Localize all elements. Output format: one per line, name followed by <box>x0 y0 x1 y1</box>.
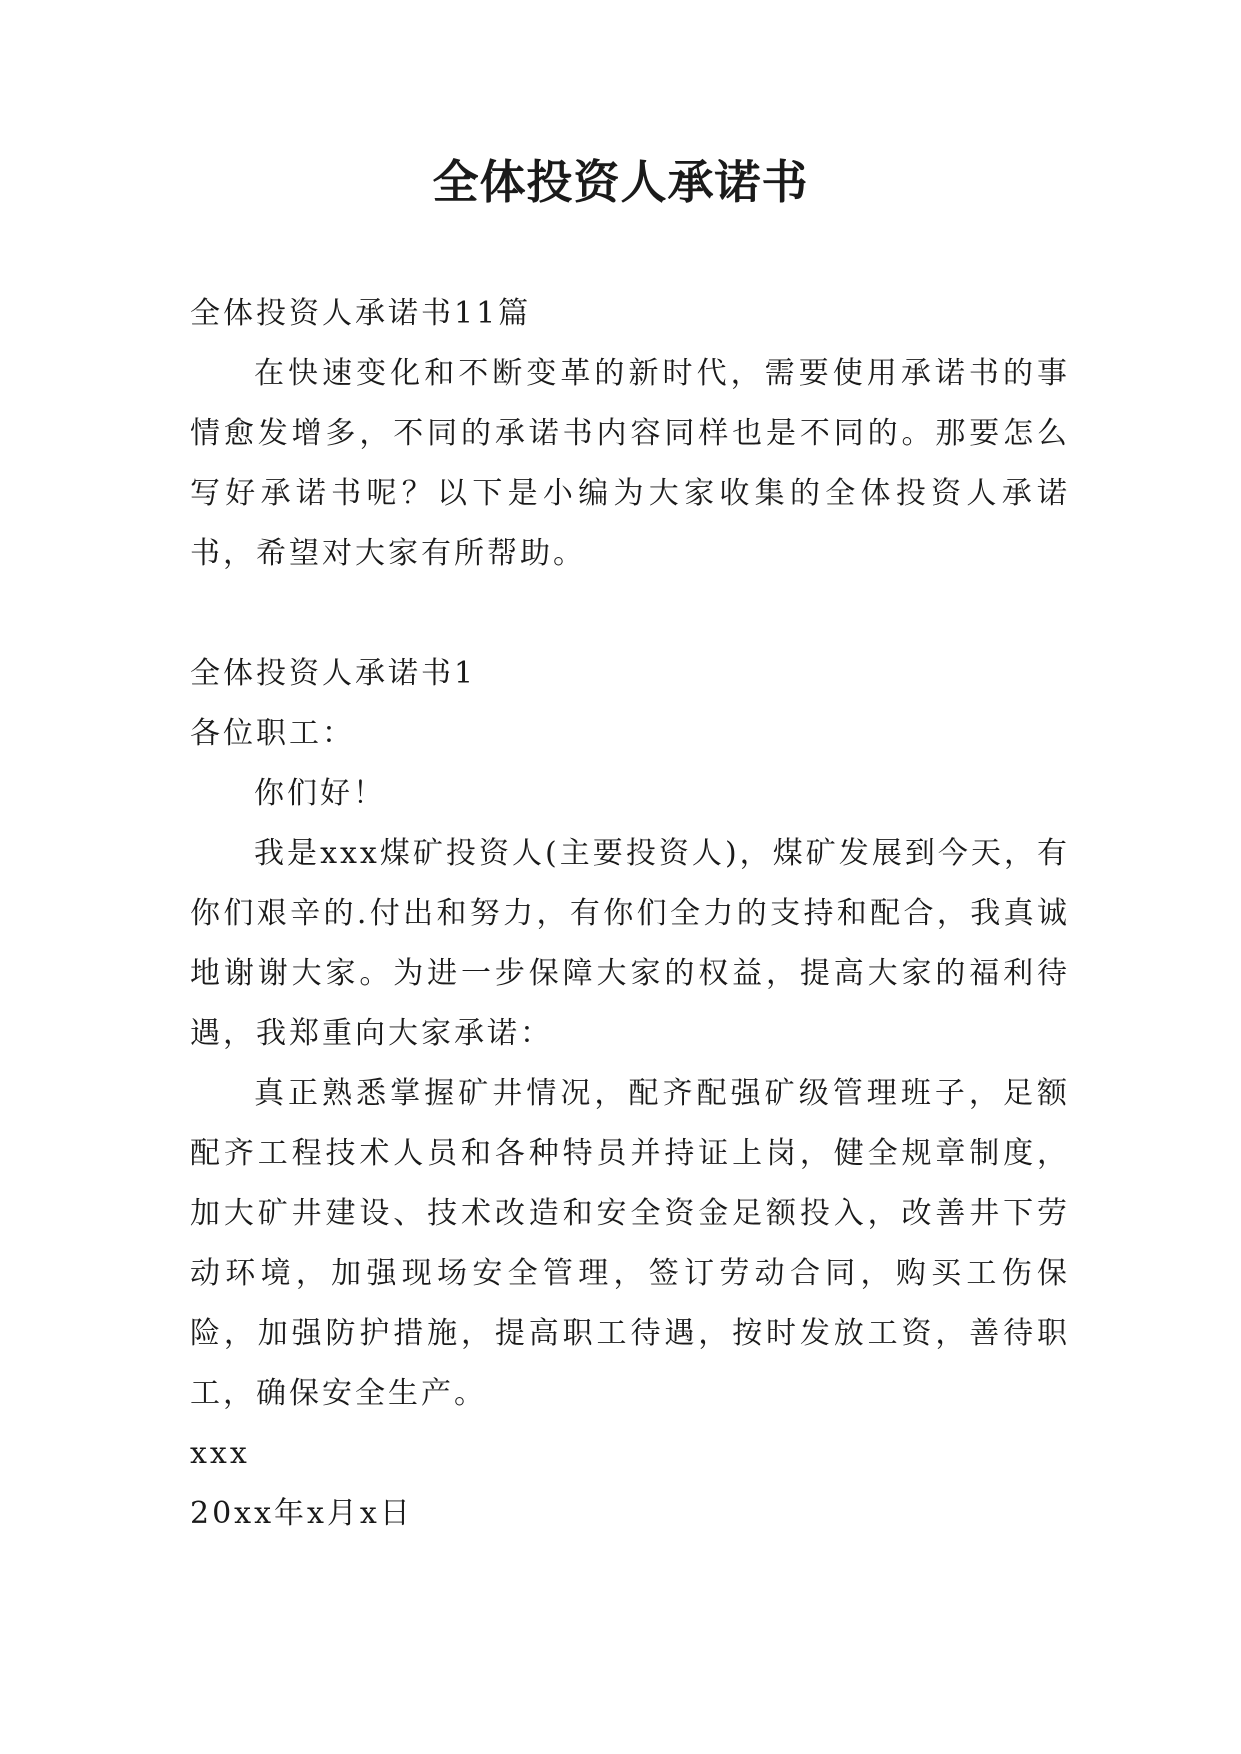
signature: xxx <box>190 1436 250 1471</box>
body-paragraph-1: 我是xxx煤矿投资人(主要投资人)，煤矿发展到今天，有你们艰辛的.付出和努力，有你们全力的支持和配合，我真诚地谢谢大家。为进一步保障大家的权益，提高大家的福利待遇，我郑重向大家承诺： <box>190 836 1070 1051</box>
document-body <box>190 284 1070 1544</box>
date: 20xx年x月x日 <box>190 1496 413 1531</box>
intro-paragraph: 在快速变化和不断变革的新时代，需要使用承诺书的事情愈发增多，不同的承诺书内容同样也是不同的。那要怎么写好承诺书呢？以下是小编为大家收集的全体投资人承诺书，希望对大家有所帮助。 <box>190 356 1070 571</box>
section-heading: 全体投资人承诺书1 <box>190 656 477 691</box>
salutation: 各位职工： <box>190 716 355 751</box>
body-paragraph-2: 真正熟悉掌握矿井情况，配齐配强矿级管理班子，足额配齐工程技术人员和各种特员并持证上岗，健全规章制度，加大矿井建设、技术改造和安全资金足额投入，改善井下劳动环境，加强现场安全管理，签订劳动合同，购买工伤保险，加强防护措施，提高职工待遇，按时发放工资，善待职工，确保安全生产。 <box>190 1076 1070 1411</box>
greeting: 你们好！ <box>254 776 386 811</box>
document-title: 全体投资人承诺书 <box>432 155 809 209</box>
document-subtitle: 全体投资人承诺书11篇 <box>190 296 532 331</box>
